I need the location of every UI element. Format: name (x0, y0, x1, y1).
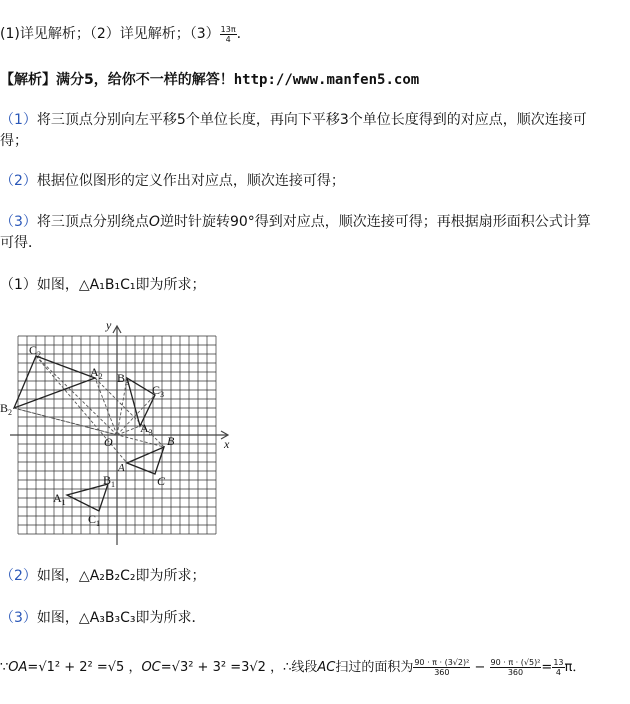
label-c1: $C_1$ (88, 512, 101, 528)
answer-fraction-denominator: 4 (225, 34, 231, 44)
step1-line2 (0, 131, 28, 151)
pi-symbol: π． (564, 660, 586, 675)
coordinate-figure (0, 318, 240, 548)
segment-oc: OC (141, 660, 161, 675)
step3-line1 (0, 212, 591, 232)
analysis-header (0, 70, 419, 90)
label-b1: $B_1$ (103, 473, 116, 489)
area-fraction-2-denominator: 360 (507, 668, 524, 677)
solution3-line (0, 608, 205, 628)
step1-text: 将三顶点分别向左平移5个单位长度，再向下平移3个单位长度得到的对应点，顺次连接可 (36, 112, 587, 128)
label-c3: $C_3$ (152, 383, 165, 399)
label-a1: $A_1$ (53, 491, 66, 507)
solution2-text: 如图，△A₂B₂C₂即为所求； (36, 568, 206, 584)
result-fraction (552, 658, 564, 677)
formula-line: ∵OA=√1² + 2² =√5 ，OC=√3² + 3² =3√2 ，∴线段AC扫过的面积为 $\frac{\text{90 · π · (3√2)²}}{360}$ − $\frac{\text{90 · π · (√5)²}}{360}$ = $\frac{13}{4}$ π． (0, 658, 586, 677)
x-axis-label: x (224, 437, 230, 451)
answer-end: . (236, 26, 242, 42)
step1-number: （1） (0, 112, 37, 128)
therefore-text: ，∴线段 (270, 660, 318, 675)
triangle-a2b2c2 (14, 356, 95, 408)
label-b3: $B_3$ (117, 371, 130, 387)
result-denominator: 4 (555, 668, 561, 677)
area-fraction-2-numerator: 90 · π · (√5)² (490, 658, 541, 667)
answer-text: (1)详见解析；（2）详见解析；（3） (0, 26, 220, 42)
y-axis-label: y (106, 318, 112, 332)
step1-line1 (0, 110, 587, 130)
step2-text: 根据位似图形的定义作出对应点，顺次连接可得； (36, 173, 345, 189)
label-c: C (157, 474, 166, 488)
step3-point-o: O (148, 214, 160, 230)
step2-number: （2） (0, 173, 37, 189)
segment-oa: OA (8, 660, 28, 675)
analysis-tag: 【解析】 (0, 72, 56, 88)
answer-line (0, 24, 241, 44)
solution1-line (0, 275, 205, 295)
segment-ac: AC (317, 660, 336, 675)
because-symbol: ∵ (0, 660, 9, 675)
solution3-text: 如图，△A₃B₃C₃即为所求． (36, 610, 206, 626)
answer-fraction (220, 25, 237, 44)
equals-sign: = (541, 660, 553, 675)
triangle-a3b3c3 (127, 378, 155, 426)
area-fraction-1-numerator: 90 · π · (3√2)² (414, 658, 470, 667)
oa-value: =√1² + 2² =√5 (27, 660, 125, 675)
label-b: B (167, 434, 175, 448)
triangle-abc (127, 447, 164, 474)
step3-text-a: 将三顶点分别绕点 (36, 214, 149, 230)
minus-sign: − (474, 660, 486, 675)
step3-text-b: 逆时针旋转90°得到对应点，顺次连接可得；再根据扇形面积公式计算 (159, 214, 591, 230)
step3-text-cont: 可得． (0, 235, 42, 251)
solution1-text: （1）如图，△A₁B₁C₁即为所求； (0, 277, 206, 293)
area-fraction-1-denominator: 360 (434, 668, 450, 677)
solution2-number: （2） (0, 568, 37, 584)
step3-number: （3） (0, 214, 37, 230)
step2-line (0, 171, 345, 191)
solution3-number: （3） (0, 610, 37, 626)
analysis-slogan: 满分5，给你不一样的解答！ (56, 72, 234, 88)
area-fraction-2 (490, 658, 542, 677)
result-numerator: 13 (553, 658, 564, 667)
answer-fraction-numerator: 13π (220, 24, 236, 34)
area-fraction-1 (413, 658, 470, 677)
label-a3: $A_3$ (140, 421, 153, 437)
oc-value: =√3² + 3² =3√2 (160, 660, 266, 675)
label-c2: $C_2$ (29, 343, 42, 359)
label-a: A (118, 462, 125, 474)
site-url: http://www.manfen5.com (233, 72, 420, 88)
swept-area-text: 扫过的面积为 (335, 660, 414, 675)
solution2-line (0, 566, 205, 586)
step1-text-cont: 得； (0, 133, 28, 149)
origin-label: O (104, 435, 113, 449)
label-b2: $B_2$ (0, 401, 13, 417)
label-a2: $A_2$ (90, 365, 103, 381)
step3-line2 (0, 233, 42, 253)
